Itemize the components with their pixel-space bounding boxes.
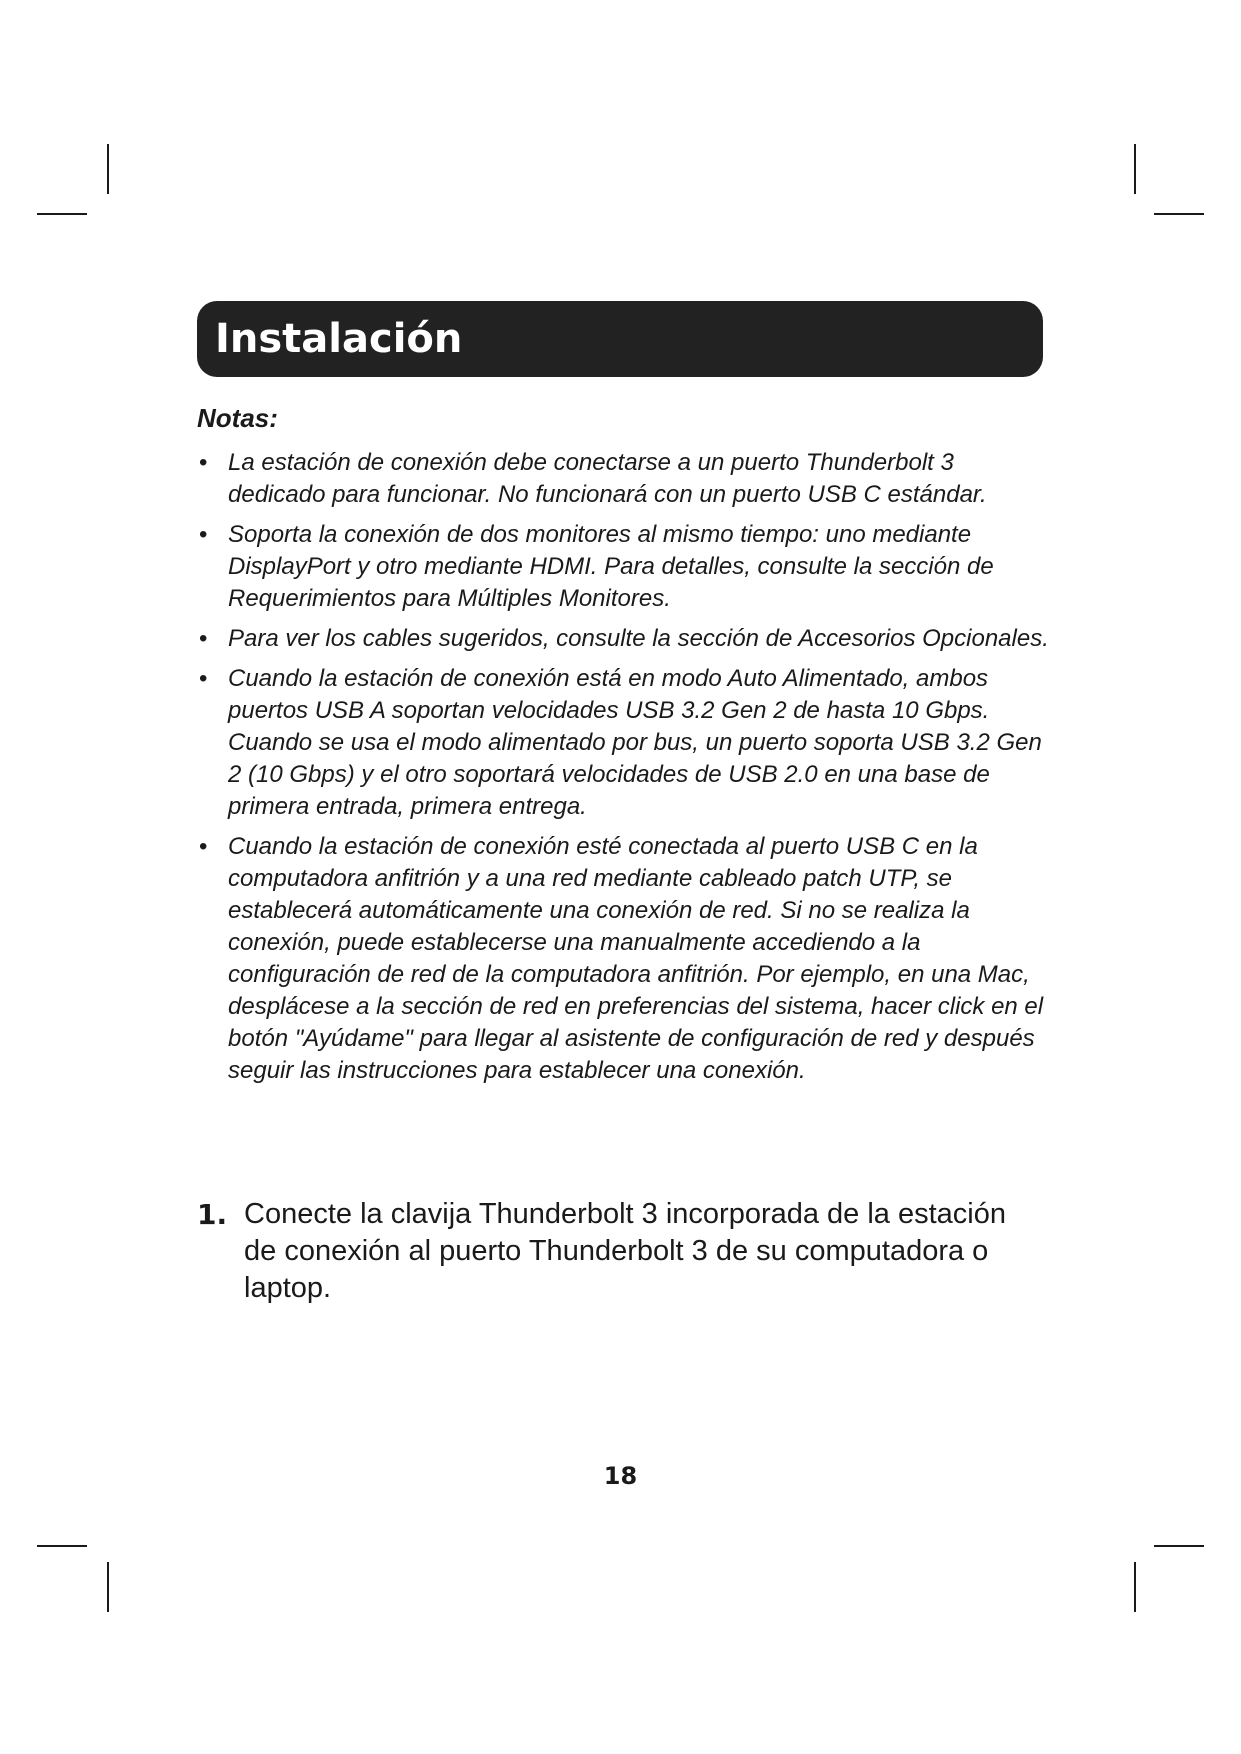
- note-item: [197, 519, 1057, 615]
- crop-mark-top-left-horizontal: [37, 213, 87, 215]
- note-text: Cuando la estación de conexión está en modo Auto Alimentado, ambos puertos USB A soportan velocidades USB 3.2 Gen 2 de hasta 10 Gbps. Cuando se usa el modo alimentado por bus, un puerto soporta USB 3.2 Gen 2 (10 Gbps) y el otro soportará velocidades de USB 2.0 en una base de primera entrada, primera entrega.: [228, 665, 1042, 820]
- bullet-icon: •: [199, 665, 208, 692]
- section-header: [197, 301, 1043, 377]
- crop-mark-top-left-vertical: [107, 144, 109, 194]
- step-number: 1.: [197, 1198, 228, 1231]
- bullet-icon: •: [199, 521, 208, 548]
- notes-title: Notas:: [197, 403, 278, 433]
- note-item: [197, 447, 1057, 511]
- bullet-icon: •: [199, 625, 208, 652]
- installation-step: [197, 1196, 1037, 1307]
- notes-list: [197, 447, 1057, 1095]
- crop-mark-bottom-left-vertical: [107, 1562, 109, 1612]
- note-text: Cuando la estación de conexión esté conectada al puerto USB C en la computadora anfitrión y a una red mediante cableado patch UTP, se establecerá automáticamente una conexión de red. Si no se realiza la conexión, puede establecerse una manualmente accediendo a la configuración de red de la computadora anfitrión. Por ejemplo, en una Mac, desplácese a la sección de red en preferencias del sistema, hacer click en el botón "Ayúdame" para llegar al asistente de configuración de red y después seguir las instrucciones para establecer una conexión.: [228, 833, 1044, 1084]
- section-title: Instalación: [215, 316, 463, 362]
- note-item: [197, 623, 1057, 655]
- note-text: La estación de conexión debe conectarse a un puerto Thunderbolt 3 dedicado para funcionar. No funcionará con un puerto USB C estándar.: [228, 449, 987, 508]
- step-text: Conecte la clavija Thunderbolt 3 incorporada de la estación de conexión al puerto Thunderbolt 3 de su computadora o laptop.: [244, 1198, 1007, 1304]
- crop-mark-bottom-right-vertical: [1134, 1562, 1136, 1612]
- bullet-icon: •: [199, 833, 208, 860]
- crop-mark-top-right-horizontal: [1154, 213, 1204, 215]
- crop-mark-bottom-left-horizontal: [37, 1545, 87, 1547]
- note-item: [197, 831, 1057, 1087]
- note-text: Soporta la conexión de dos monitores al mismo tiempo: uno mediante DisplayPort y otro mediante HDMI. Para detalles, consulte la sección de Requerimientos para Múltiples Monitores.: [228, 521, 994, 612]
- note-item: [197, 663, 1057, 823]
- crop-mark-top-right-vertical: [1134, 144, 1136, 194]
- crop-mark-bottom-right-horizontal: [1154, 1545, 1204, 1547]
- bullet-icon: •: [199, 449, 208, 476]
- page-number: 18: [603, 1462, 638, 1490]
- note-text: Para ver los cables sugeridos, consulte la sección de Accesorios Opcionales.: [228, 625, 1049, 652]
